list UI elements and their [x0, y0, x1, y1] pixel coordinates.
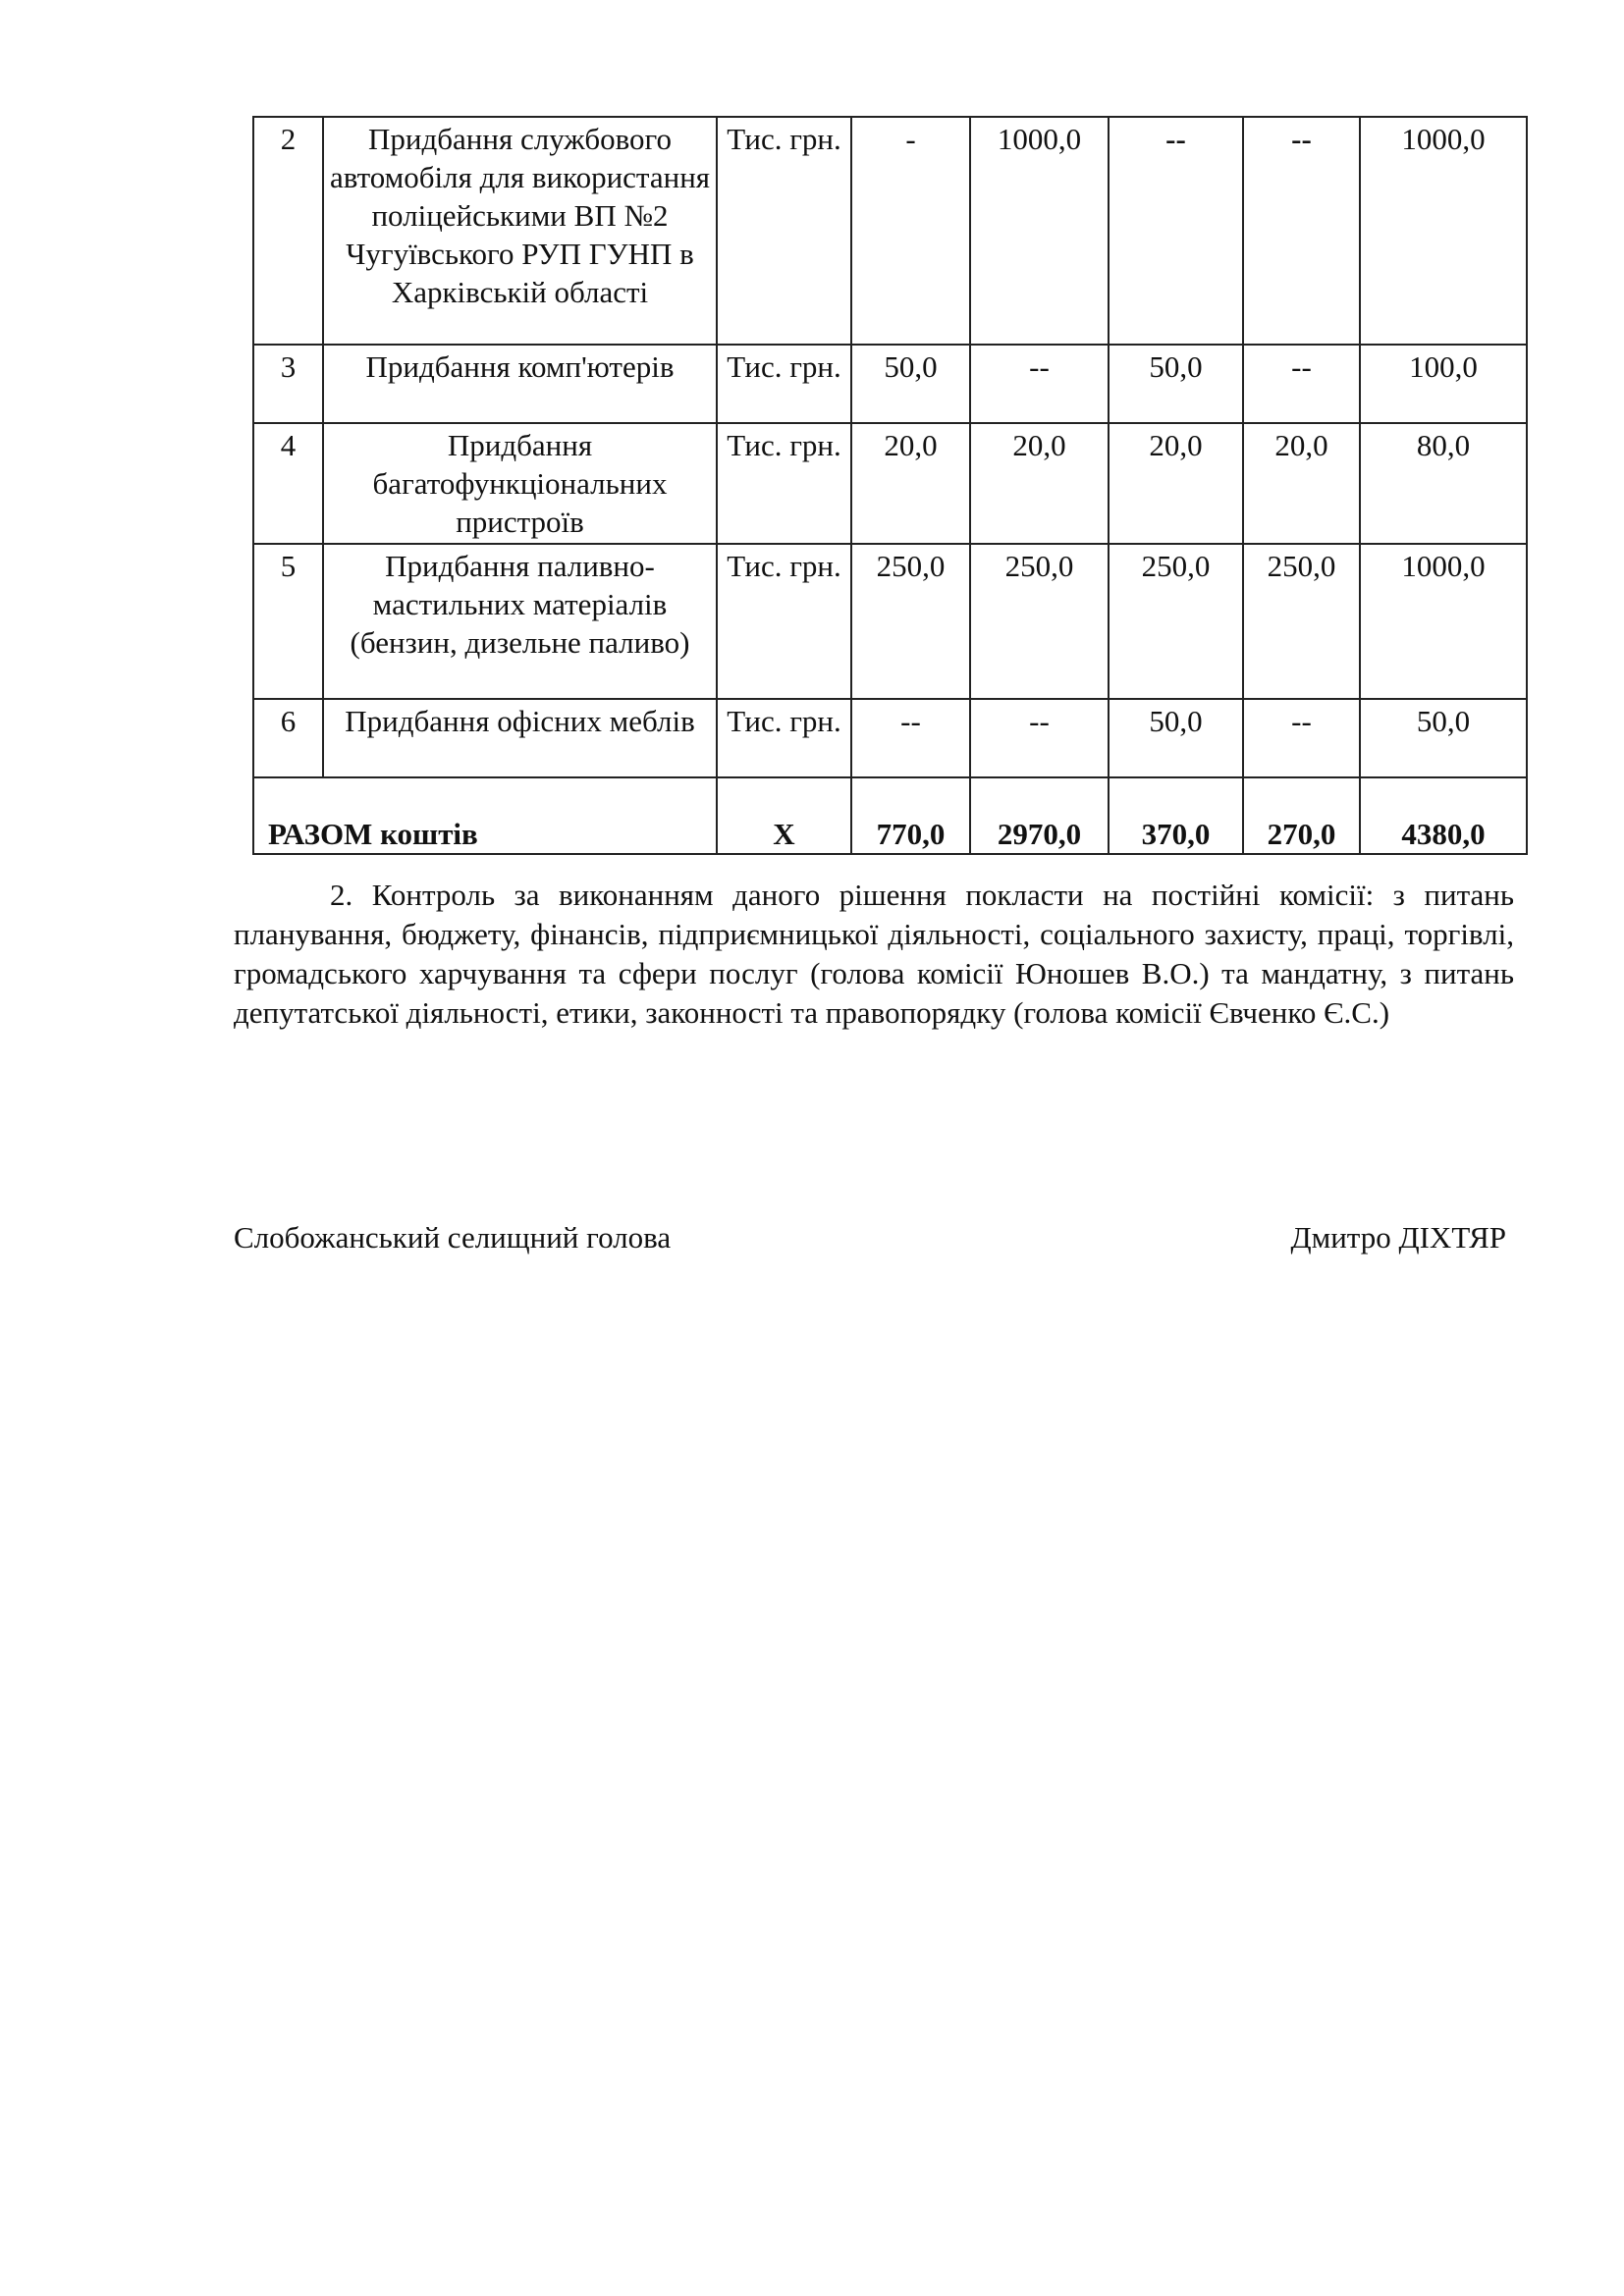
total-unit-cell: Х: [717, 777, 851, 854]
total-value-cell: 270,0: [1243, 777, 1360, 854]
value-cell: 250,0: [1243, 544, 1360, 699]
item-name: Придбання комп'ютерів: [323, 345, 717, 423]
value-cell: 50,0: [1109, 345, 1243, 423]
unit-cell: Тис. грн.: [717, 423, 851, 544]
row-total-cell: 100,0: [1360, 345, 1527, 423]
signature-title: Слобожанський селищний голова: [234, 1220, 672, 1255]
value-cell: 20,0: [851, 423, 970, 544]
item-name: Придбання паливно-мастильних матеріалів (бензин, дизельне паливо): [323, 544, 717, 699]
value-cell: --: [970, 699, 1109, 777]
row-total-cell: 1000,0: [1360, 544, 1527, 699]
value-cell: --: [970, 345, 1109, 423]
row-number: 6: [253, 699, 323, 777]
item-name: Придбання службового автомобіля для використання поліцейськими ВП №2 Чугуївського РУП ГУНП в Харківській області: [323, 117, 717, 345]
total-row: [253, 777, 1527, 854]
value-cell: 20,0: [1243, 423, 1360, 544]
value-cell: -: [851, 117, 970, 345]
row-number: 2: [253, 117, 323, 345]
table-row: [253, 699, 1527, 777]
total-value-cell: 370,0: [1109, 777, 1243, 854]
row-total-cell: 1000,0: [1360, 117, 1527, 345]
total-value-cell: 2970,0: [970, 777, 1109, 854]
value-cell: 20,0: [1109, 423, 1243, 544]
row-number: 5: [253, 544, 323, 699]
unit-cell: Тис. грн.: [717, 117, 851, 345]
total-value-cell: 770,0: [851, 777, 970, 854]
budget-table: [252, 116, 1528, 855]
grand-total-cell: 4380,0: [1360, 777, 1527, 854]
value-cell: --: [1109, 117, 1243, 345]
value-cell: 1000,0: [970, 117, 1109, 345]
row-number: 3: [253, 345, 323, 423]
control-paragraph: 2. Контроль за виконанням даного рішення покласти на постійні комісії: з питань планування, бюджету, фінансів, підприємницької діяльності, соціального захисту, праці, торгівлі, громадського харчування та сфери послуг (голова комісії Юношев В.О.) та мандатну, з питань депутатської діяльності, етики, законності та правопорядку (голова комісії Євченко Є.С.): [234, 878, 1514, 1030]
table-row: [253, 544, 1527, 699]
value-cell: --: [1243, 699, 1360, 777]
table-row: [253, 117, 1527, 345]
item-name: Придбання багатофункціональних пристроїв: [323, 423, 717, 544]
value-cell: 50,0: [851, 345, 970, 423]
table-row: [253, 345, 1527, 423]
unit-cell: Тис. грн.: [717, 699, 851, 777]
value-cell: 20,0: [970, 423, 1109, 544]
item-name: Придбання офісних меблів: [323, 699, 717, 777]
total-label: РАЗОМ коштів: [253, 777, 717, 854]
table-row: [253, 423, 1527, 544]
unit-cell: Тис. грн.: [717, 345, 851, 423]
value-cell: --: [851, 699, 970, 777]
unit-cell: Тис. грн.: [717, 544, 851, 699]
value-cell: --: [1243, 345, 1360, 423]
value-cell: 250,0: [1109, 544, 1243, 699]
row-number: 4: [253, 423, 323, 544]
value-cell: --: [1243, 117, 1360, 345]
row-total-cell: 50,0: [1360, 699, 1527, 777]
row-total-cell: 80,0: [1360, 423, 1527, 544]
value-cell: 250,0: [851, 544, 970, 699]
signature-name: Дмитро ДІХТЯР: [1290, 1220, 1506, 1255]
value-cell: 250,0: [970, 544, 1109, 699]
value-cell: 50,0: [1109, 699, 1243, 777]
